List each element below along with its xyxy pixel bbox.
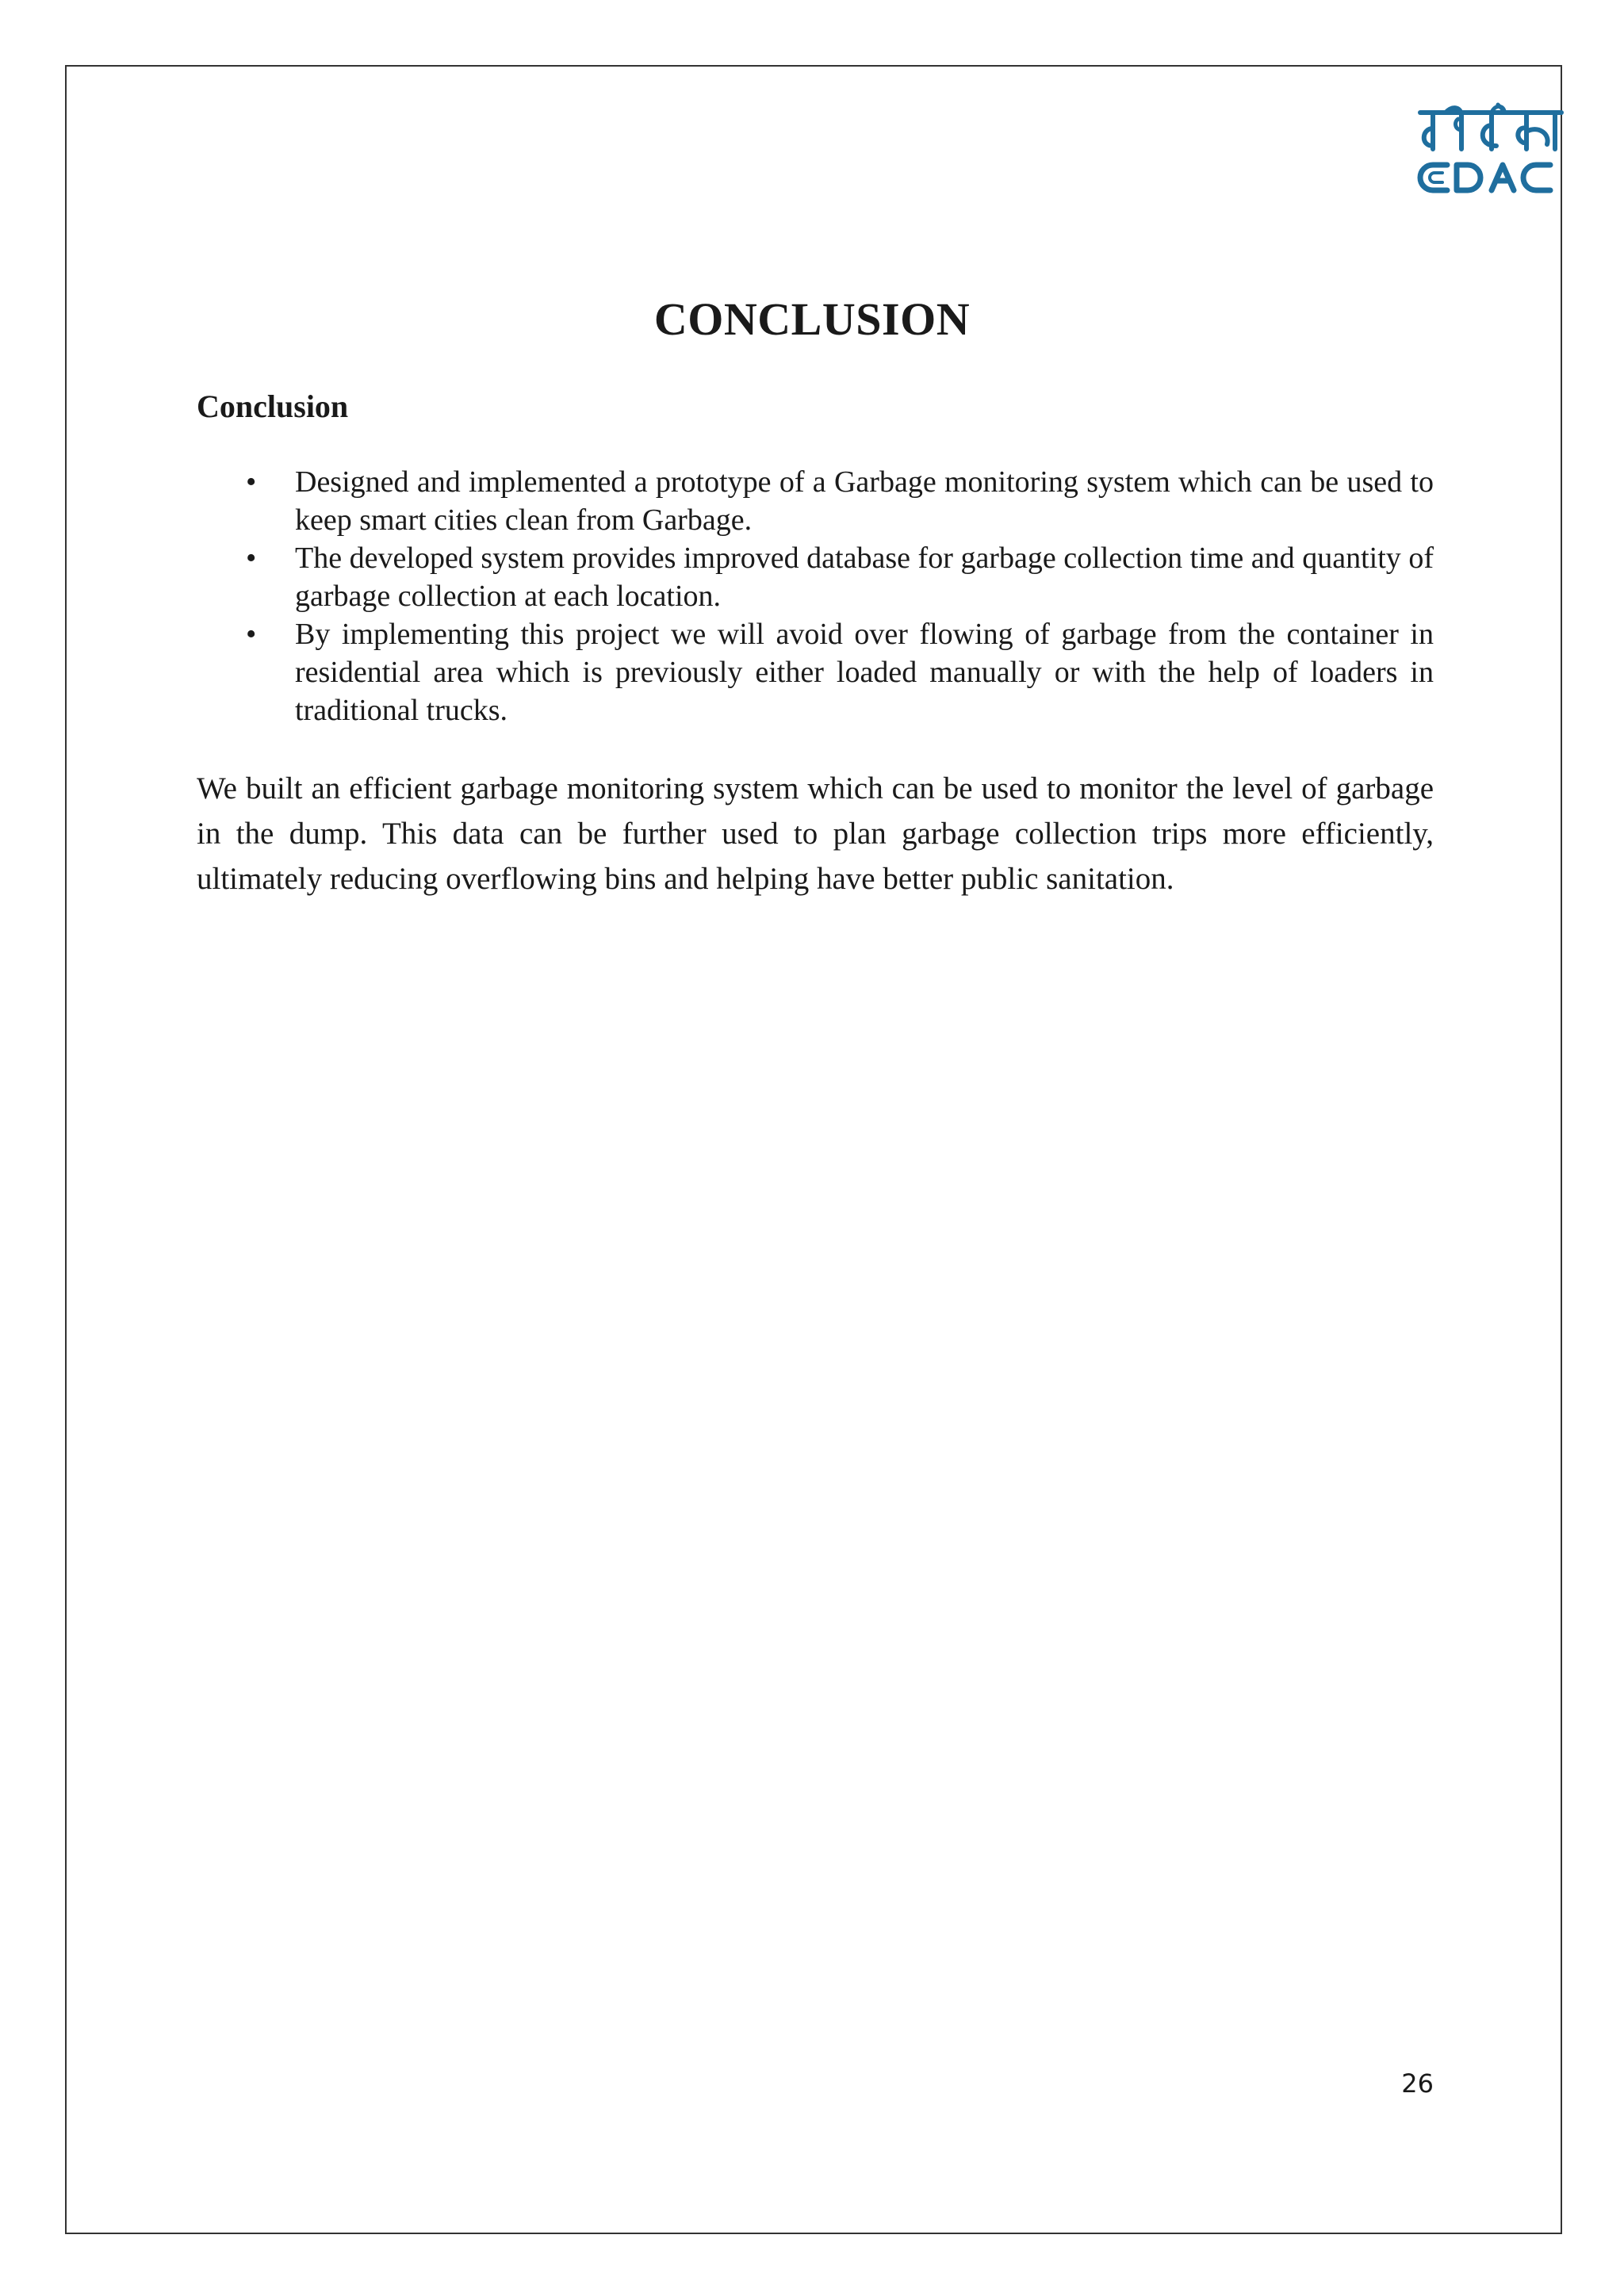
bullet-icon: • [246, 541, 257, 575]
section-heading: Conclusion [197, 388, 349, 424]
page-number: 26 [1401, 2068, 1434, 2099]
cdac-logo [1415, 101, 1566, 205]
page-title: CONCLUSION [653, 293, 971, 345]
conclusion-bullet-list [197, 463, 1434, 729]
bullet-icon: • [246, 465, 257, 499]
bullet-icon: • [246, 618, 257, 651]
list-item [197, 615, 1434, 729]
bullet-text: Designed and implemented a prototype of a Garbage monitoring system which can be used to keep smart cities clean from Garbage. [295, 465, 1434, 537]
summary-paragraph: We built an efficient garbage monitoring system which can be used to monitor the level of garbage in the dump. This data can be further used to plan garbage collection trips more efficiently, ultimately reducing overflowing bins and helping have better public sanitation. [197, 771, 1434, 896]
list-item [197, 463, 1434, 539]
bullet-text: By implementing this project we will avoid over flowing of garbage from the container in residential area which is previously either loaded manually or with the help of loaders in traditional trucks. [295, 618, 1434, 727]
bullet-text: The developed system provides improved database for garbage collection time and quantity of garbage collection at each location. [295, 541, 1434, 613]
list-item [197, 539, 1434, 615]
